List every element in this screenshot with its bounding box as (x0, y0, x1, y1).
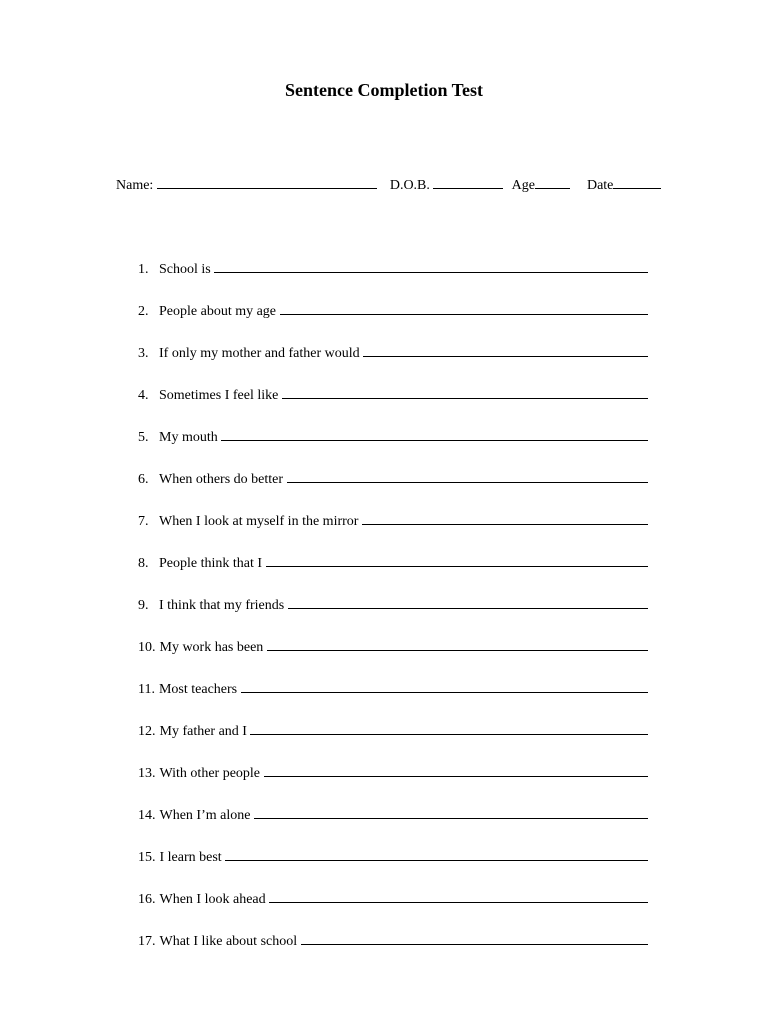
answer-line[interactable] (221, 426, 648, 441)
sentence-item (138, 510, 658, 552)
item-number: 10. (138, 640, 156, 655)
item-number: 15. (138, 850, 156, 865)
item-number: 6. (138, 472, 149, 487)
sentence-item (138, 720, 658, 762)
item-number: 2. (138, 304, 149, 319)
item-prompt: Most teachers (158, 682, 238, 697)
answer-line[interactable] (288, 594, 648, 609)
answer-line[interactable] (287, 468, 648, 483)
answer-line[interactable] (214, 258, 648, 273)
item-prompt: People about my age (159, 304, 277, 319)
item-number: 17. (138, 934, 156, 949)
answer-line[interactable] (225, 846, 648, 861)
item-number: 8. (138, 556, 149, 571)
sentence-item (138, 552, 658, 594)
item-number: 13. (138, 766, 156, 781)
item-prompt: When others do better (159, 472, 284, 487)
item-prompt: My father and I (159, 724, 247, 739)
item-prompt: My mouth (159, 430, 218, 445)
item-number: 14. (138, 808, 156, 823)
item-prompt: My work has been (159, 640, 264, 655)
date-field[interactable] (613, 174, 661, 189)
sentence-item (138, 594, 658, 636)
answer-line[interactable] (267, 636, 648, 651)
sentence-item (138, 888, 658, 930)
sentence-item (138, 468, 658, 510)
item-prompt: I learn best (159, 850, 222, 865)
age-label: Age (511, 178, 535, 193)
answer-line[interactable] (266, 552, 648, 567)
sentence-item (138, 762, 658, 804)
dob-label: D.O.B. (389, 178, 430, 193)
item-number: 7. (138, 514, 149, 529)
item-prompt: School is (159, 262, 211, 277)
answer-line[interactable] (280, 300, 648, 315)
sentence-item (138, 930, 658, 972)
item-prompt: When I look at myself in the mirror (159, 514, 359, 529)
item-prompt: People think that I (159, 556, 263, 571)
answer-line[interactable] (301, 930, 648, 945)
sentence-item (138, 342, 658, 384)
dob-field[interactable] (433, 174, 503, 189)
answer-line[interactable] (241, 678, 648, 693)
item-number: 5. (138, 430, 149, 445)
item-number: 9. (138, 598, 149, 613)
sentence-list (138, 258, 658, 972)
sentence-item (138, 426, 658, 468)
answer-line[interactable] (362, 510, 648, 525)
date-label: Date (586, 178, 614, 193)
answer-line[interactable] (282, 384, 648, 399)
name-field[interactable] (157, 174, 377, 189)
answer-line[interactable] (250, 720, 648, 735)
item-prompt: With other people (159, 766, 261, 781)
answer-line[interactable] (264, 762, 648, 777)
item-number: 11. (138, 682, 155, 697)
sentence-item (138, 804, 658, 846)
answer-line[interactable] (363, 342, 648, 357)
sentence-item (138, 846, 658, 888)
answer-line[interactable] (254, 804, 648, 819)
page-title: Sentence Completion Test (285, 80, 483, 100)
sentence-item (138, 258, 658, 300)
item-prompt: When I’m alone (159, 808, 251, 823)
age-field[interactable] (535, 174, 570, 189)
item-number: 16. (138, 892, 156, 907)
answer-line[interactable] (269, 888, 648, 903)
sentence-item (138, 678, 658, 720)
item-number: 3. (138, 346, 149, 361)
item-prompt: If only my mother and father would (159, 346, 360, 361)
item-number: 1. (138, 262, 149, 277)
sentence-item (138, 300, 658, 342)
item-number: 4. (138, 388, 149, 403)
name-label: Name: (116, 178, 154, 193)
item-prompt: I think that my friends (159, 598, 285, 613)
item-prompt: Sometimes I feel like (159, 388, 279, 403)
item-prompt: What I like about school (159, 934, 298, 949)
item-prompt: When I look ahead (159, 892, 266, 907)
student-info-line (116, 174, 656, 196)
item-number: 12. (138, 724, 156, 739)
sentence-item (138, 636, 658, 678)
sentence-item (138, 384, 658, 426)
